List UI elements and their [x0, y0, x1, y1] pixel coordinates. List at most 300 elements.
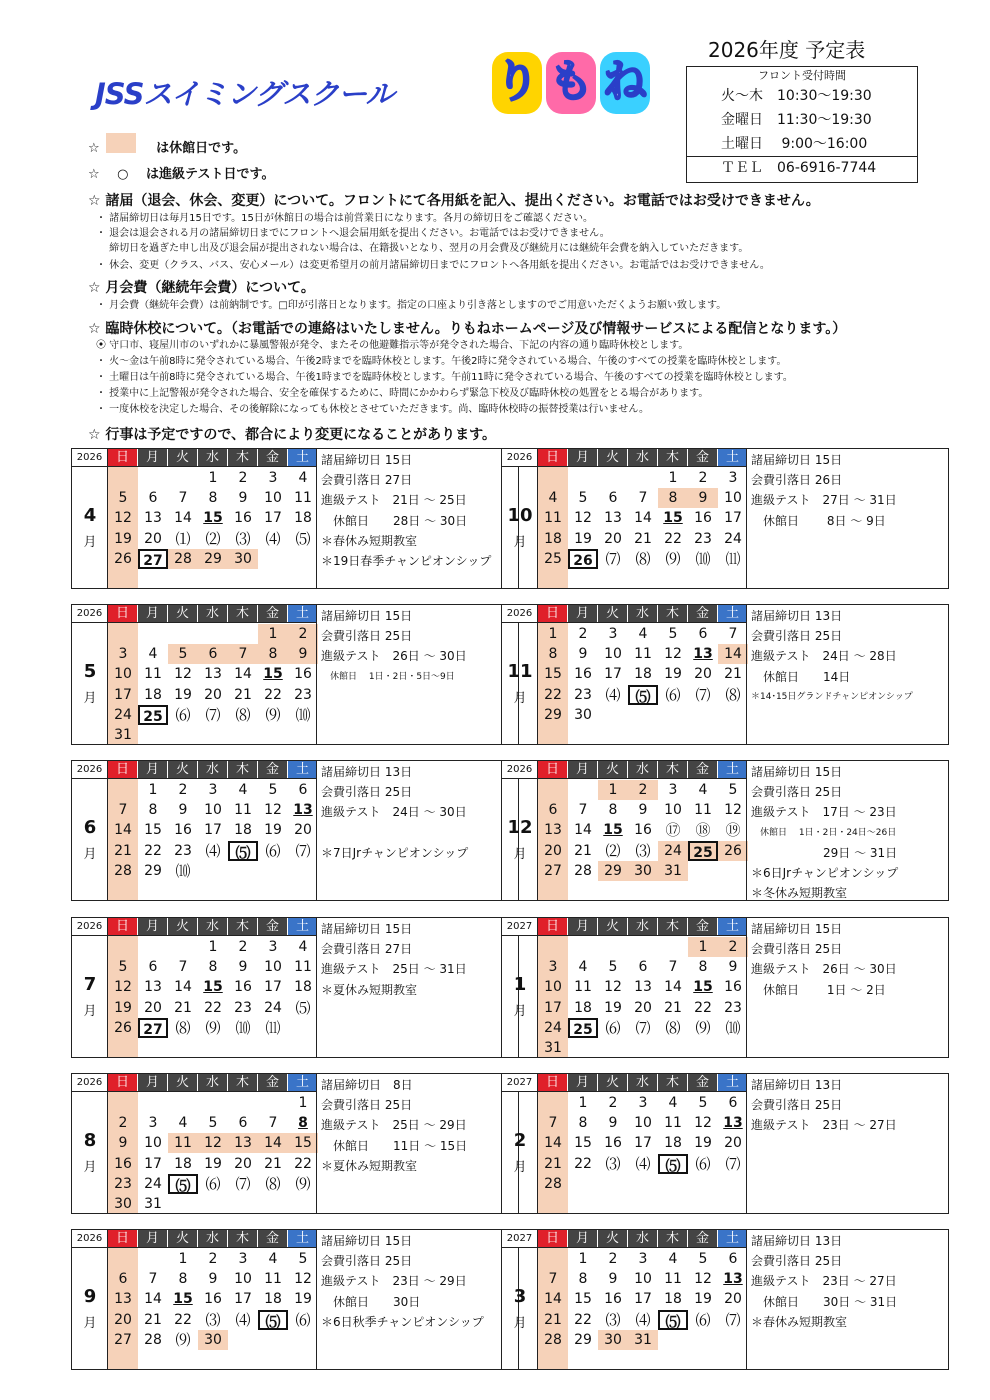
day-cell: 16 [694, 510, 712, 527]
day-cell: 3 [608, 626, 618, 642]
day-cell: ⑵ [605, 841, 621, 860]
info-line: 進級テスト 25日 ～ 29日 [321, 1118, 467, 1133]
weekday-label: 日 [538, 1074, 567, 1091]
day-cell: 5 [118, 959, 128, 976]
day-cell: 20 [204, 686, 222, 703]
day-cell: 5 [298, 1251, 308, 1267]
section-note: ・ 土曜日は午前8時に発令されている場合、午後1時までを臨時休校とします。午前11時に発令されている場合、午後のすべての授業を臨時休校とします。 [96, 372, 793, 383]
day-cell: ⑹ [265, 841, 281, 860]
year-label: 2026 [72, 449, 108, 466]
weekday-label: 金 [688, 918, 717, 935]
year-label: 2026 [72, 918, 108, 935]
day-cell: 15 [663, 510, 683, 527]
weekday-label: 月 [568, 918, 597, 935]
day-cell: ⑽ [235, 1018, 251, 1037]
info-line: 休館日 8日 ～ 9日 [751, 513, 886, 528]
day-cell: ⑽ [725, 1018, 741, 1037]
day-cell: 16 [234, 979, 252, 996]
weekday-label: 日 [108, 449, 137, 466]
month-calendar [71, 1229, 519, 1370]
day-cell: 8 [668, 490, 678, 507]
info-line: 会費引落日 25日 [321, 1254, 413, 1269]
day-cell: 6 [638, 959, 648, 976]
day-cell: 6 [698, 626, 708, 642]
day-cell: 11 [294, 490, 312, 507]
brand-char: も [546, 52, 596, 114]
info-line: 会費引落日 26日 [751, 473, 843, 488]
info-line: 進級テスト 26日 ～ 30日 [321, 649, 467, 664]
weekday-label: 金 [258, 605, 287, 622]
month-label [502, 623, 538, 744]
weekday-label: 火 [168, 918, 197, 935]
day-cell: 9 [728, 959, 738, 976]
day-cell: 12 [694, 1271, 712, 1288]
day-cell: 10 [604, 646, 622, 663]
day-cell: 24 [724, 530, 742, 547]
weekday-header [72, 605, 316, 623]
weekday-header [502, 605, 746, 623]
day-cell: 10 [114, 666, 132, 683]
day-cell: 22 [574, 1311, 592, 1328]
month-label [72, 779, 108, 900]
month-label [72, 936, 108, 1057]
day-cell: 2 [608, 1095, 618, 1111]
day-cell: 4 [578, 959, 588, 976]
weekday-label: 木 [228, 761, 257, 778]
day-cell: 29 [144, 862, 162, 879]
day-cell: 9 [298, 646, 308, 663]
day-cell: 1 [208, 939, 218, 955]
day-cell: 13 [634, 979, 652, 996]
day-cell: 21 [144, 1311, 162, 1328]
day-cell: 22 [664, 530, 682, 547]
info-line [321, 823, 516, 843]
info-line: ＊夏休み短期教室 [321, 1158, 418, 1173]
day-cell: 24 [544, 1019, 562, 1036]
day-cell: 22 [144, 842, 162, 859]
day-cell: 7 [548, 1271, 558, 1288]
month-info [321, 1075, 516, 1176]
day-cell: 2 [238, 470, 248, 486]
day-cell: 10 [544, 979, 562, 996]
day-cell: 17 [144, 1155, 162, 1172]
day-cell: 6 [148, 490, 158, 507]
year-label: 2027 [502, 1074, 538, 1091]
day-cell: 13 [723, 1271, 743, 1288]
info-line: 進級テスト 26日 ～ 30日 [751, 962, 897, 977]
day-cell: 18 [144, 686, 162, 703]
day-cell: ⑾ [725, 549, 741, 568]
day-cell: 1 [548, 626, 558, 642]
day-cell: 20 [144, 530, 162, 547]
day-cell: 15 [203, 510, 223, 527]
weekday-label: 月 [138, 1230, 167, 1247]
day-cell: 10 [264, 490, 282, 507]
day-cell: 4 [668, 1251, 678, 1267]
day-cell: 18 [294, 510, 312, 527]
day-cell: 15 [263, 666, 283, 683]
month-number: 6 [83, 817, 97, 838]
day-cell: 3 [638, 1095, 648, 1111]
day-cell: 12 [204, 1135, 222, 1152]
front-hours-box [686, 66, 918, 183]
month-unit: 月 [83, 1160, 97, 1175]
brand-char: り [492, 52, 542, 114]
day-cell: 12 [174, 666, 192, 683]
info-line: 会費引落日 25日 [321, 1098, 413, 1113]
day-cell: ⑸ [628, 685, 658, 705]
day-cell: 3 [728, 470, 738, 486]
weekday-label: 日 [538, 449, 567, 466]
day-cell: 14 [544, 1291, 562, 1308]
day-cell: 7 [178, 959, 188, 976]
day-cell: 11 [664, 1271, 682, 1288]
day-cell: 14 [264, 1135, 282, 1152]
weekday-header [502, 1230, 746, 1248]
school-logo: JSSスイミングスクール [95, 77, 394, 111]
day-cell: 6 [728, 1095, 738, 1111]
day-cell: 23 [694, 530, 712, 547]
day-cell: ⑻ [265, 1174, 281, 1193]
day-cell: 22 [694, 999, 712, 1016]
weekday-label: 木 [228, 605, 257, 622]
day-cell: 1 [268, 626, 278, 642]
info-line: 休館日 11日 ～ 15日 [321, 1138, 468, 1153]
day-cell: 22 [574, 1155, 592, 1172]
day-cell: ⑸ [295, 998, 311, 1017]
day-cell: 22 [294, 1155, 312, 1172]
weekday-label: 火 [598, 605, 627, 622]
info-line: 諸届締切日 15日 [751, 765, 843, 779]
day-cell: 17 [634, 1291, 652, 1308]
day-cell: ⑾ [265, 1018, 281, 1037]
day-cell: 22 [174, 1311, 192, 1328]
day-cell: 2 [238, 939, 248, 955]
info-line: 休館日 30日 ～ 31日 [751, 1294, 898, 1309]
weekday-label: 土 [718, 605, 747, 622]
info-line: 諸届締切日 15日 [321, 1234, 413, 1248]
day-cell: 11 [664, 1115, 682, 1132]
day-cell: ⑹ [665, 685, 681, 704]
day-cell: 9 [698, 490, 708, 507]
day-cell: ⑵ [205, 529, 221, 548]
weekday-label: 日 [108, 1230, 137, 1247]
section-note: 締切日を過ぎた申し出及び退会届が提出されない場合は、在籍扱いとなり、翌月の月会費及び継続月には継続年会費を納入していただきます。 [96, 243, 749, 254]
legend-test: ☆ ○ は進級テスト日です。 [88, 167, 275, 182]
day-cell: ⑶ [235, 529, 251, 548]
day-cell: 15 [173, 1291, 193, 1308]
day-cell: 13 [234, 1135, 252, 1152]
day-cell: 12 [114, 510, 132, 527]
day-cell: 24 [144, 1175, 162, 1192]
weekday-label: 火 [598, 918, 627, 935]
month-info [321, 919, 516, 1000]
day-cell: ⑺ [635, 1018, 651, 1037]
year-label: 2026 [72, 1074, 108, 1091]
day-cell: 11 [234, 802, 252, 819]
weekday-label: 土 [718, 1074, 747, 1091]
weekday-label: 火 [168, 1230, 197, 1247]
day-cell: 17 [264, 510, 282, 527]
day-cell: 29 [604, 862, 622, 879]
day-cell: 13 [293, 802, 313, 819]
day-cell: 10 [204, 802, 222, 819]
day-cell: 11 [144, 666, 162, 683]
day-cell: 4 [178, 1115, 188, 1132]
day-cell: ⑼ [295, 1174, 311, 1193]
day-cell: 21 [724, 666, 742, 683]
day-cell: 15 [294, 1135, 312, 1152]
weekday-label: 木 [658, 605, 687, 622]
day-cell: 2 [118, 1115, 128, 1132]
day-cell: 15 [574, 1135, 592, 1152]
month-number: 11 [507, 661, 533, 682]
day-cell: ⑽ [295, 705, 311, 724]
day-cell: 4 [298, 470, 308, 486]
day-cell: ⑺ [605, 549, 621, 568]
day-cell: 28 [574, 862, 592, 879]
day-cell: 18 [664, 1291, 682, 1308]
weekday-header [72, 918, 316, 936]
day-cell: 15 [144, 822, 162, 839]
day-cell: 1 [578, 1095, 588, 1111]
day-cell: 19 [694, 1291, 712, 1308]
weekday-label: 木 [658, 1230, 687, 1247]
month-calendar [501, 448, 949, 589]
day-cell: 1 [208, 470, 218, 486]
day-cell: 8 [208, 490, 218, 507]
month-unit: 月 [83, 1316, 97, 1331]
info-line: 進級テスト 25日 ～ 31日 [321, 962, 467, 977]
day-cell: 2 [638, 782, 648, 798]
day-cell: 14 [664, 979, 682, 996]
weekday-label: 火 [168, 605, 197, 622]
info-line: 会費引落日 25日 [751, 785, 843, 800]
day-cell: 10 [144, 1135, 162, 1152]
day-cell: 21 [544, 1155, 562, 1172]
day-cell: 8 [298, 1115, 308, 1132]
day-cell: 26 [568, 549, 598, 569]
weekday-label: 金 [688, 1074, 717, 1091]
day-cell: 8 [578, 1115, 588, 1132]
day-cell: 14 [114, 822, 132, 839]
day-cell: ⑸ [228, 841, 258, 861]
weekday-header [502, 449, 746, 467]
month-label [72, 467, 108, 588]
day-cell: 13 [723, 1115, 743, 1132]
day-cell: 12 [114, 979, 132, 996]
info-line: 会費引落日 25日 [751, 629, 843, 644]
day-cell: 22 [544, 686, 562, 703]
section-note: ・ 授業中に上記警報が発令された場合、安全を確保するために、時間にかかわらず緊急下校及び臨時休校の処置をとる場合があります。 [96, 388, 709, 399]
info-line: 諸届締切日 15日 [321, 922, 413, 936]
day-cell: 30 [604, 1331, 622, 1348]
day-cell: 18 [264, 1291, 282, 1308]
day-cell: ⑷ [235, 1310, 251, 1329]
year-label: 2026 [72, 761, 108, 778]
day-cell: 7 [728, 626, 738, 642]
info-line: 進級テスト 21日 ～ 25日 [321, 493, 467, 508]
month-calendar [71, 917, 519, 1058]
day-cell: 5 [698, 1095, 708, 1111]
day-cell: 19 [604, 999, 622, 1016]
day-cell: 23 [234, 999, 252, 1016]
info-line: 進級テスト 24日 ～ 28日 [751, 649, 897, 664]
day-cell: 10 [664, 802, 682, 819]
day-cell: 30 [234, 550, 252, 567]
day-cell: 20 [544, 842, 562, 859]
weekday-label: 火 [598, 449, 627, 466]
day-cell: 9 [178, 802, 188, 819]
day-cell: 7 [118, 802, 128, 819]
day-cell: 20 [114, 1311, 132, 1328]
month-info [321, 1231, 516, 1332]
day-cell: ⑶ [605, 1310, 621, 1329]
weekday-label: 水 [198, 1230, 227, 1247]
year-label: 2027 [502, 1230, 538, 1247]
weekday-label: 金 [688, 761, 717, 778]
day-cell: 20 [724, 1135, 742, 1152]
day-cell: 11 [294, 959, 312, 976]
day-cell: 12 [724, 802, 742, 819]
day-cell: 7 [178, 490, 188, 507]
day-cell: 17 [724, 510, 742, 527]
weekday-label: 月 [568, 761, 597, 778]
day-cell: 13 [144, 979, 162, 996]
day-cell: ⑸ [658, 1154, 688, 1174]
day-cell: 9 [238, 490, 248, 507]
month-unit: 月 [513, 535, 527, 550]
day-cell: 3 [268, 939, 278, 955]
info-line: 進級テスト 23日 ～ 27日 [751, 1118, 897, 1133]
weekday-label: 日 [108, 1074, 137, 1091]
month-info [751, 450, 946, 531]
info-line: 諸届締切日 8日 [321, 1078, 413, 1092]
day-cell: ⑰ [665, 821, 681, 840]
day-cell: 14 [574, 822, 592, 839]
day-cell: 30 [574, 706, 592, 723]
day-cell: 11 [174, 1135, 192, 1152]
day-cell: 6 [208, 646, 218, 663]
day-cell: ⑻ [175, 1018, 191, 1037]
day-cell: ⑸ [295, 529, 311, 548]
month-number: 7 [83, 974, 97, 995]
weekday-label: 木 [658, 761, 687, 778]
day-cell: 3 [668, 782, 678, 798]
section-note: ・ 月会費（継続年会費）は前納制です。□印が引落日となります。指定の口座より引き落としますのでご用意いただくようお願い致します。 [96, 300, 727, 311]
day-cell: 5 [208, 1115, 218, 1132]
day-cell: 10 [264, 959, 282, 976]
day-cell: 20 [634, 999, 652, 1016]
day-cell: 5 [268, 782, 278, 798]
day-cell: 17 [264, 979, 282, 996]
weekday-label: 水 [198, 449, 227, 466]
day-cell: 16 [634, 822, 652, 839]
day-cell: 3 [548, 959, 558, 976]
day-cell: 8 [608, 802, 618, 819]
day-cell: 5 [668, 626, 678, 642]
day-cell: 16 [724, 979, 742, 996]
weekday-label: 金 [688, 1230, 717, 1247]
info-line: ＊6日Jrチャンピオンシップ [751, 865, 899, 880]
info-line: ＊6日秋季チャンピオンシップ [321, 1314, 484, 1329]
month-number: 5 [83, 661, 97, 682]
day-cell: 18 [574, 999, 592, 1016]
month-info [751, 606, 946, 707]
day-cell: 1 [148, 782, 158, 798]
section-note: ⦿ 守口市、寝屋川市のいずれかに暴風警報が発令、またその他避難指示等が発令された場合、下記の内容の通り臨時休校とします。 [96, 340, 689, 351]
day-cell: 6 [238, 1115, 248, 1132]
weekday-label: 土 [288, 761, 317, 778]
weekday-label: 金 [258, 1074, 287, 1091]
day-cell: 18 [664, 1135, 682, 1152]
day-cell: 19 [204, 1155, 222, 1172]
day-cell: ⑶ [635, 841, 651, 860]
day-cell: ⑸ [168, 1174, 198, 1194]
month-info [751, 1075, 946, 1136]
info-line: 休館日 14日 [751, 669, 851, 684]
day-cell: 18 [234, 822, 252, 839]
day-cell: ⑼ [205, 1018, 221, 1037]
weekday-label: 火 [168, 449, 197, 466]
day-cell: 11 [634, 646, 652, 663]
day-cell: 7 [668, 959, 678, 976]
info-line: 会費引落日 25日 [321, 629, 413, 644]
day-cell: 12 [604, 979, 622, 996]
info-line: ＊7日Jrチャンピオンシップ [321, 845, 469, 860]
month-info [321, 762, 516, 863]
day-cell: 3 [208, 782, 218, 798]
info-line: ＊冬休み短期教室 [751, 886, 848, 901]
day-cell: 9 [638, 802, 648, 819]
day-cell: 9 [608, 1271, 618, 1288]
info-line: 29日 ～ 31日 [751, 845, 898, 860]
day-cell: ⑺ [205, 705, 221, 724]
page-title: 2026年度 予定表 [708, 38, 866, 62]
day-cell: 9 [578, 646, 588, 663]
weekday-label: 日 [538, 918, 567, 935]
weekday-label: 土 [288, 1230, 317, 1247]
day-cell: 21 [574, 842, 592, 859]
day-cell: 28 [144, 1331, 162, 1348]
month-calendar [501, 917, 949, 1058]
month-unit: 月 [513, 1004, 527, 1019]
day-cell: ⑹ [695, 1154, 711, 1173]
day-cell: 30 [634, 862, 652, 879]
front-hours-row: 金曜日 11:30～19:30 [721, 112, 872, 128]
day-cell: 10 [634, 1271, 652, 1288]
day-cell: 7 [638, 490, 648, 507]
day-cell: 14 [174, 510, 192, 527]
day-cell: ⑷ [635, 1310, 651, 1329]
day-cell: 20 [144, 999, 162, 1016]
front-hours-row: 火～木 10:30～19:30 [721, 88, 872, 104]
day-cell: ⑼ [265, 705, 281, 724]
month-calendar [71, 448, 519, 589]
day-cell: ⑼ [665, 549, 681, 568]
month-label [502, 1248, 538, 1369]
info-line: 諸届締切日 13日 [321, 765, 413, 779]
month-number: 9 [83, 1286, 97, 1307]
month-info [751, 1231, 946, 1332]
day-cell: 26 [114, 1019, 132, 1036]
day-cell: ⑷ [205, 841, 221, 860]
day-cell: 14 [724, 646, 742, 663]
day-cell: 1 [698, 939, 708, 955]
day-cell: 29 [204, 550, 222, 567]
info-line: ＊春休み短期教室 [321, 533, 418, 548]
day-cell: 6 [608, 490, 618, 507]
